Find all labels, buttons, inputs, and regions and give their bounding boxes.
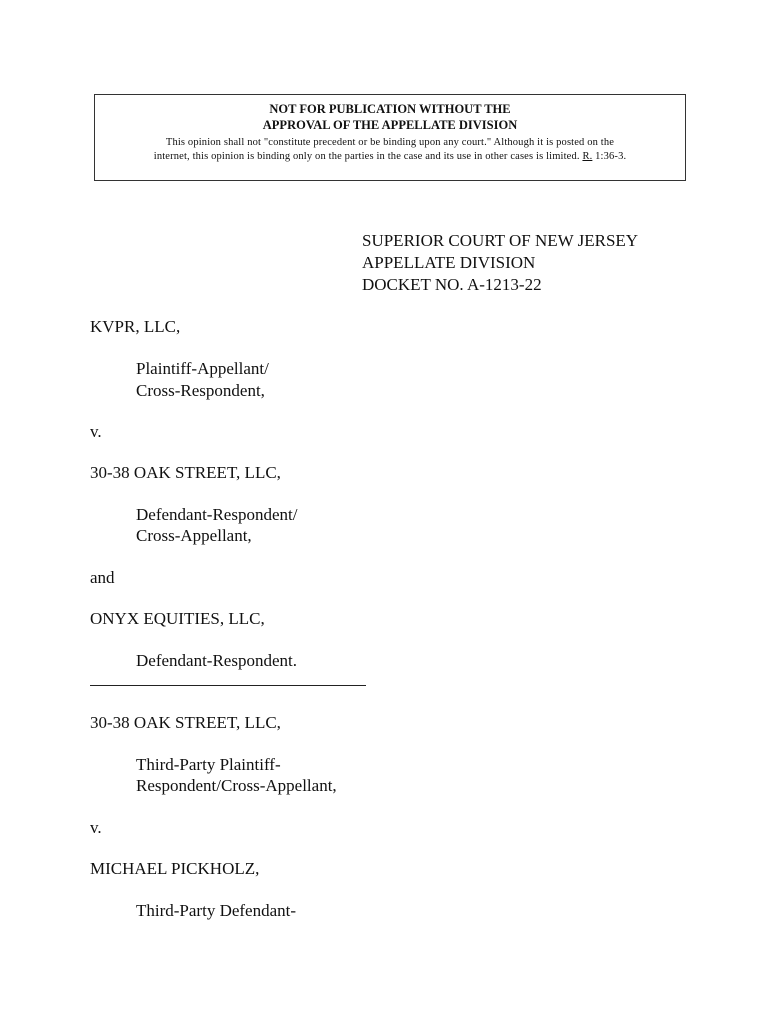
notice-body-line2 [95, 150, 685, 164]
party-name: 30-38 OAK STREET, LLC, [90, 713, 281, 732]
party-role: Third-Party Defendant- [136, 901, 297, 920]
party-name: MICHAEL PICKHOLZ, [90, 859, 260, 878]
court-rule-reference: R. [582, 151, 593, 162]
notice-body [95, 136, 685, 164]
notice-body-line1: This opinion shall not "constitute precedent or be binding upon any court." Although it is posted on the [165, 137, 615, 148]
docket-number: DOCKET NO. A-1213-22 [362, 275, 542, 294]
publication-notice-box [94, 94, 686, 181]
notice-heading-line1: NOT FOR PUBLICATION WITHOUT THE [269, 102, 511, 116]
versus-label: v. [90, 818, 102, 837]
and-label: and [90, 568, 115, 587]
notice-body-line2-text: internet, this opinion is binding only on the parties in the case and its use in other cases is limited. [153, 151, 580, 162]
party-name: ONYX EQUITIES, LLC, [90, 609, 265, 628]
party-role: Cross-Respondent, [136, 381, 265, 400]
notice-heading [95, 101, 685, 133]
party-name: KVPR, LLC, [90, 317, 181, 336]
caption-divider [90, 685, 366, 686]
court-heading [362, 230, 638, 296]
court-name: SUPERIOR COURT OF NEW JERSEY [362, 231, 639, 250]
party-name: 30-38 OAK STREET, LLC, [90, 463, 281, 482]
party-role: Plaintiff-Appellant/ [136, 359, 269, 378]
notice-heading-line2: APPROVAL OF THE APPELLATE DIVISION [262, 118, 518, 132]
court-rule-number: 1:36-3. [595, 151, 627, 162]
party-role: Cross-Appellant, [136, 526, 252, 545]
court-division: APPELLATE DIVISION [362, 253, 536, 272]
party-role: Defendant-Respondent/ [136, 505, 298, 524]
party-role: Defendant-Respondent. [136, 651, 297, 670]
party-role: Respondent/Cross-Appellant, [136, 776, 337, 795]
versus-label: v. [90, 422, 102, 441]
party-role: Third-Party Plaintiff- [136, 755, 281, 774]
